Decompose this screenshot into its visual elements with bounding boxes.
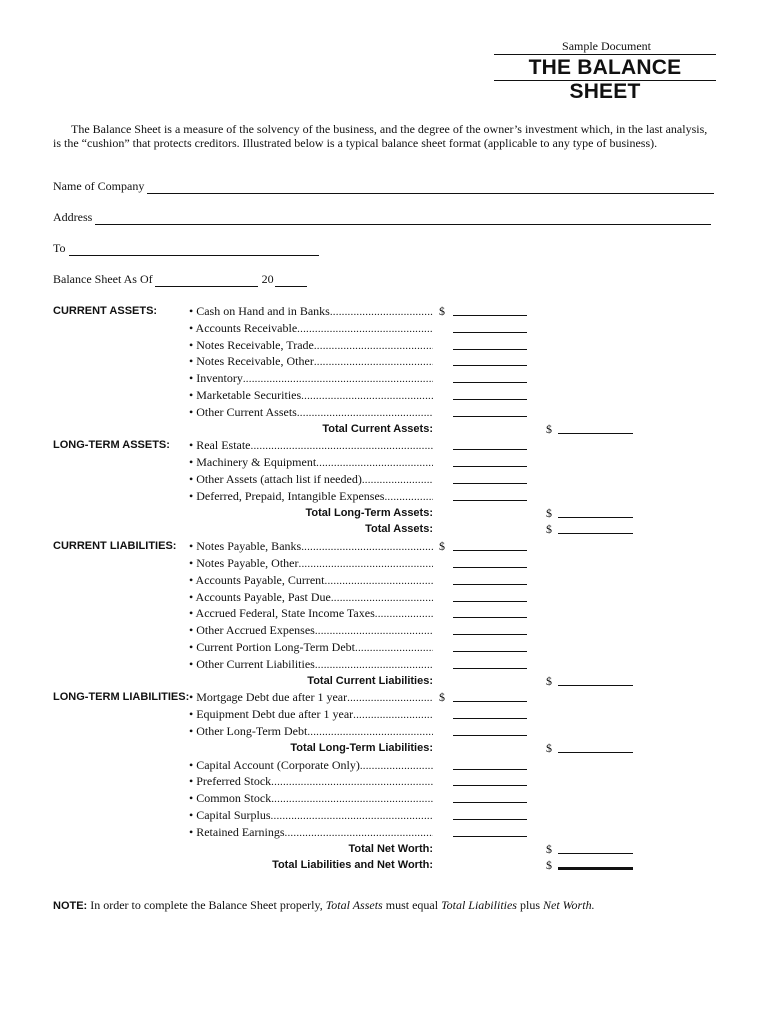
total-label: Total Current Assets: [322, 422, 433, 435]
line-item-label: • Capital Surplus [189, 808, 271, 822]
amount-input-line[interactable] [453, 589, 527, 602]
dot-leader [315, 656, 433, 673]
line-item-label: • Accounts Payable, Current [189, 572, 325, 587]
line-item-row [0, 320, 768, 337]
amount-input-line[interactable] [453, 353, 527, 366]
amount-input-line[interactable] [453, 773, 527, 786]
address-field [53, 210, 711, 225]
dot-leader [331, 589, 433, 606]
section-heading: LONG-TERM LIABILITIES: [53, 691, 190, 704]
section-heading: LONG-TERM ASSETS: [53, 439, 170, 452]
note-label: NOTE: [53, 900, 88, 912]
dot-leader [243, 370, 433, 387]
line-item-label: • Marketable Securities [189, 388, 302, 402]
amount-input-line[interactable] [453, 488, 527, 501]
line-item-row [0, 337, 768, 354]
line-item-row [0, 437, 768, 454]
line-item [189, 639, 433, 656]
title-top-rule [494, 54, 716, 55]
line-item [189, 437, 433, 454]
total-label: Total Long-Term Liabilities: [290, 741, 433, 754]
address-input-line[interactable] [95, 212, 711, 225]
line-item-label: • Inventory [189, 371, 243, 386]
line-item-row [0, 622, 768, 639]
to-label: To [53, 241, 66, 255]
line-item-label: • Notes Payable, Other [189, 556, 299, 570]
line-item-row [0, 824, 768, 841]
total-label: Total Current Liabilities: [307, 674, 433, 687]
note-emphasis-net-worth: Net Worth. [543, 898, 595, 912]
to-input-line[interactable] [69, 243, 319, 256]
amount-input-line[interactable] [453, 605, 527, 618]
total-amount-input-line[interactable] [558, 857, 633, 870]
total-row [0, 841, 768, 858]
line-item-row [0, 555, 768, 572]
line-item-label: • Other Accrued Expenses [189, 623, 315, 638]
line-item [189, 824, 433, 841]
total-amount-input-line[interactable] [558, 521, 633, 534]
note-text-3: plus [519, 898, 540, 912]
line-item-label: • Deferred, Prepaid, Intangible Expenses [189, 488, 385, 503]
line-item [189, 807, 433, 824]
dot-leader [353, 706, 433, 723]
line-item-label: • Current Portion Long-Term Debt [189, 640, 355, 654]
line-item-label: • Other Current Assets [189, 404, 297, 419]
dot-leader [362, 471, 433, 488]
line-item-row [0, 471, 768, 488]
amount-input-line[interactable] [453, 370, 527, 383]
dot-leader [375, 605, 433, 622]
line-item [189, 370, 433, 387]
line-item [189, 689, 433, 706]
dot-leader [325, 572, 433, 589]
line-item-label: • Accrued Federal, State Income Taxes [189, 606, 375, 621]
amount-input-line[interactable] [453, 320, 527, 333]
intro-paragraph [53, 123, 718, 150]
currency-symbol: $ [546, 673, 552, 688]
line-item-row [0, 656, 768, 673]
company-name-label: Name of Company [53, 179, 145, 193]
line-item [189, 337, 433, 354]
line-item-label: • Other Current Liabilities [189, 656, 315, 671]
line-item-label: • Retained Earnings [189, 824, 285, 839]
dot-leader [285, 824, 433, 841]
line-item [189, 706, 433, 723]
line-item-row [0, 589, 768, 606]
currency-symbol: $ [546, 841, 552, 856]
to-field [53, 241, 319, 256]
line-item-label: • Accounts Receivable [189, 320, 298, 335]
currency-symbol: $ [439, 690, 445, 705]
year-input-line[interactable] [275, 274, 307, 287]
line-item-row [0, 387, 768, 404]
total-row [0, 740, 768, 757]
total-row [0, 857, 768, 874]
address-label: Address [53, 210, 93, 224]
dot-leader [251, 437, 433, 454]
amount-input-line[interactable] [453, 723, 527, 736]
amount-input-line[interactable] [453, 538, 527, 551]
line-item [189, 790, 433, 807]
total-label: Total Net Worth: [348, 842, 433, 855]
total-label: Total Long-Term Assets: [305, 506, 433, 519]
dot-leader [314, 337, 433, 354]
note-text-1: In order to complete the Balance Sheet properly, [90, 898, 323, 912]
line-item-row [0, 773, 768, 790]
line-item-label: • Cash on Hand and in Banks [189, 304, 330, 318]
total-row [0, 421, 768, 438]
amount-input-line[interactable] [453, 824, 527, 837]
as-of-date-input-line[interactable] [155, 274, 258, 287]
amount-input-line[interactable] [453, 404, 527, 417]
amount-input-line[interactable] [453, 706, 527, 719]
total-label: Total Liabilities and Net Worth: [272, 859, 433, 872]
line-item-label: • Accounts Payable, Past Due [189, 589, 331, 604]
line-item [189, 353, 433, 370]
company-name-field [53, 179, 714, 194]
company-name-input-line[interactable] [147, 181, 714, 194]
line-item-label: • Machinery & Equipment [189, 455, 317, 470]
line-item-row [0, 488, 768, 505]
note [53, 898, 595, 913]
line-item [189, 757, 433, 774]
line-item-row [0, 723, 768, 740]
total-label: Total Assets: [365, 523, 433, 536]
dot-leader [360, 757, 433, 774]
amount-input-line[interactable] [453, 454, 527, 467]
amount-input-line[interactable] [453, 387, 527, 400]
line-item [189, 454, 433, 471]
line-item [189, 320, 433, 337]
total-row [0, 673, 768, 690]
line-item-label: • Capital Account (Corporate Only) [189, 757, 360, 772]
line-item [189, 723, 433, 740]
line-item-label: • Common Stock [189, 791, 272, 806]
currency-symbol: $ [546, 522, 552, 537]
dot-leader [271, 773, 433, 790]
line-item-label: • Notes Payable, Banks [189, 539, 302, 554]
line-item-row [0, 639, 768, 656]
total-amount-input-line[interactable] [558, 841, 633, 854]
dot-leader [297, 320, 433, 337]
dot-leader [301, 387, 433, 404]
line-item-row [0, 706, 768, 723]
dot-leader [307, 723, 433, 740]
line-item-label: • Equipment Debt due after 1 year [189, 707, 354, 722]
line-item [189, 589, 433, 606]
line-item [189, 387, 433, 404]
dot-leader [316, 454, 433, 471]
line-item [189, 555, 433, 572]
amount-input-line[interactable] [453, 471, 527, 484]
line-item-label: • Notes Receivable, Other [189, 354, 314, 369]
line-item-row [0, 807, 768, 824]
amount-input-line[interactable] [453, 790, 527, 803]
dot-leader [384, 488, 433, 505]
dot-leader [299, 555, 433, 572]
amount-input-line[interactable] [453, 689, 527, 702]
dot-leader [315, 622, 433, 639]
line-item [189, 622, 433, 639]
line-item [189, 773, 433, 790]
total-amount-input-line[interactable] [558, 421, 633, 434]
line-item-row [0, 303, 768, 320]
line-item-row [0, 757, 768, 774]
title-bottom-rule [494, 80, 716, 81]
amount-input-line[interactable] [453, 437, 527, 450]
dot-leader [301, 538, 433, 555]
intro-text: The Balance Sheet is a measure of the solvency of the business, and the degree of the owner’s investment which, in the last analysis, is the “cushion” that protects creditors. Illustrated below is a typical balance sheet format (applicable to any type of business). [53, 122, 708, 150]
line-item-label: • Other Assets (attach list if needed) [189, 472, 362, 486]
dot-leader [297, 404, 433, 421]
amount-input-line[interactable] [453, 807, 527, 820]
line-item-row [0, 454, 768, 471]
line-item-row [0, 790, 768, 807]
amount-input-line[interactable] [453, 757, 527, 770]
currency-symbol: $ [439, 304, 445, 318]
note-emphasis-total-assets: Total Assets [325, 898, 383, 912]
currency-symbol: $ [546, 740, 552, 755]
amount-input-line[interactable] [453, 622, 527, 635]
line-item-label: • Real Estate [189, 438, 251, 453]
line-item-row [0, 538, 768, 555]
line-item [189, 488, 433, 505]
line-item [189, 656, 433, 673]
year-prefix-label: 20 [261, 272, 274, 286]
amount-input-line[interactable] [453, 337, 527, 350]
dot-leader [355, 639, 433, 656]
as-of-label: Balance Sheet As Of [53, 272, 153, 286]
dot-leader [271, 790, 433, 807]
currency-symbol: $ [546, 858, 552, 873]
line-item-label: • Notes Receivable, Trade [189, 337, 314, 352]
dot-leader [347, 689, 433, 706]
amount-input-line[interactable] [453, 303, 527, 316]
line-item-label: • Other Long-Term Debt [189, 724, 308, 738]
section-heading: CURRENT LIABILITIES: [53, 540, 177, 553]
note-text-2: must equal [385, 898, 439, 912]
line-item-label: • Mortgage Debt due after 1 year [189, 690, 348, 705]
amount-input-line[interactable] [453, 656, 527, 669]
line-item-row [0, 404, 768, 421]
line-item-row [0, 572, 768, 589]
total-row [0, 505, 768, 522]
line-item [189, 572, 433, 589]
total-amount-input-line[interactable] [558, 505, 633, 518]
line-item [189, 538, 433, 555]
line-item-row [0, 370, 768, 387]
amount-input-line[interactable] [453, 572, 527, 585]
page-title: THE BALANCE SHEET [528, 56, 682, 103]
line-item [189, 404, 433, 421]
line-item-row [0, 353, 768, 370]
currency-symbol: $ [546, 505, 552, 520]
currency-symbol: $ [439, 539, 445, 554]
section-heading: CURRENT ASSETS: [53, 305, 158, 317]
sample-document-label: Sample Document [562, 39, 651, 53]
line-item [189, 471, 433, 488]
dot-leader [314, 353, 433, 370]
currency-symbol: $ [546, 421, 552, 436]
amount-input-line[interactable] [453, 639, 527, 652]
total-row [0, 521, 768, 538]
line-item [189, 605, 433, 622]
total-amount-input-line[interactable] [558, 673, 633, 686]
as-of-field [53, 272, 307, 287]
dot-leader [330, 303, 433, 320]
dot-leader [271, 807, 433, 824]
line-item-row [0, 689, 768, 706]
note-emphasis-total-liabilities: Total Liabilities [441, 898, 517, 912]
total-amount-input-line[interactable] [558, 740, 633, 753]
line-item-row [0, 605, 768, 622]
amount-input-line[interactable] [453, 555, 527, 568]
line-item [189, 303, 433, 320]
line-item-label: • Preferred Stock [189, 774, 272, 789]
